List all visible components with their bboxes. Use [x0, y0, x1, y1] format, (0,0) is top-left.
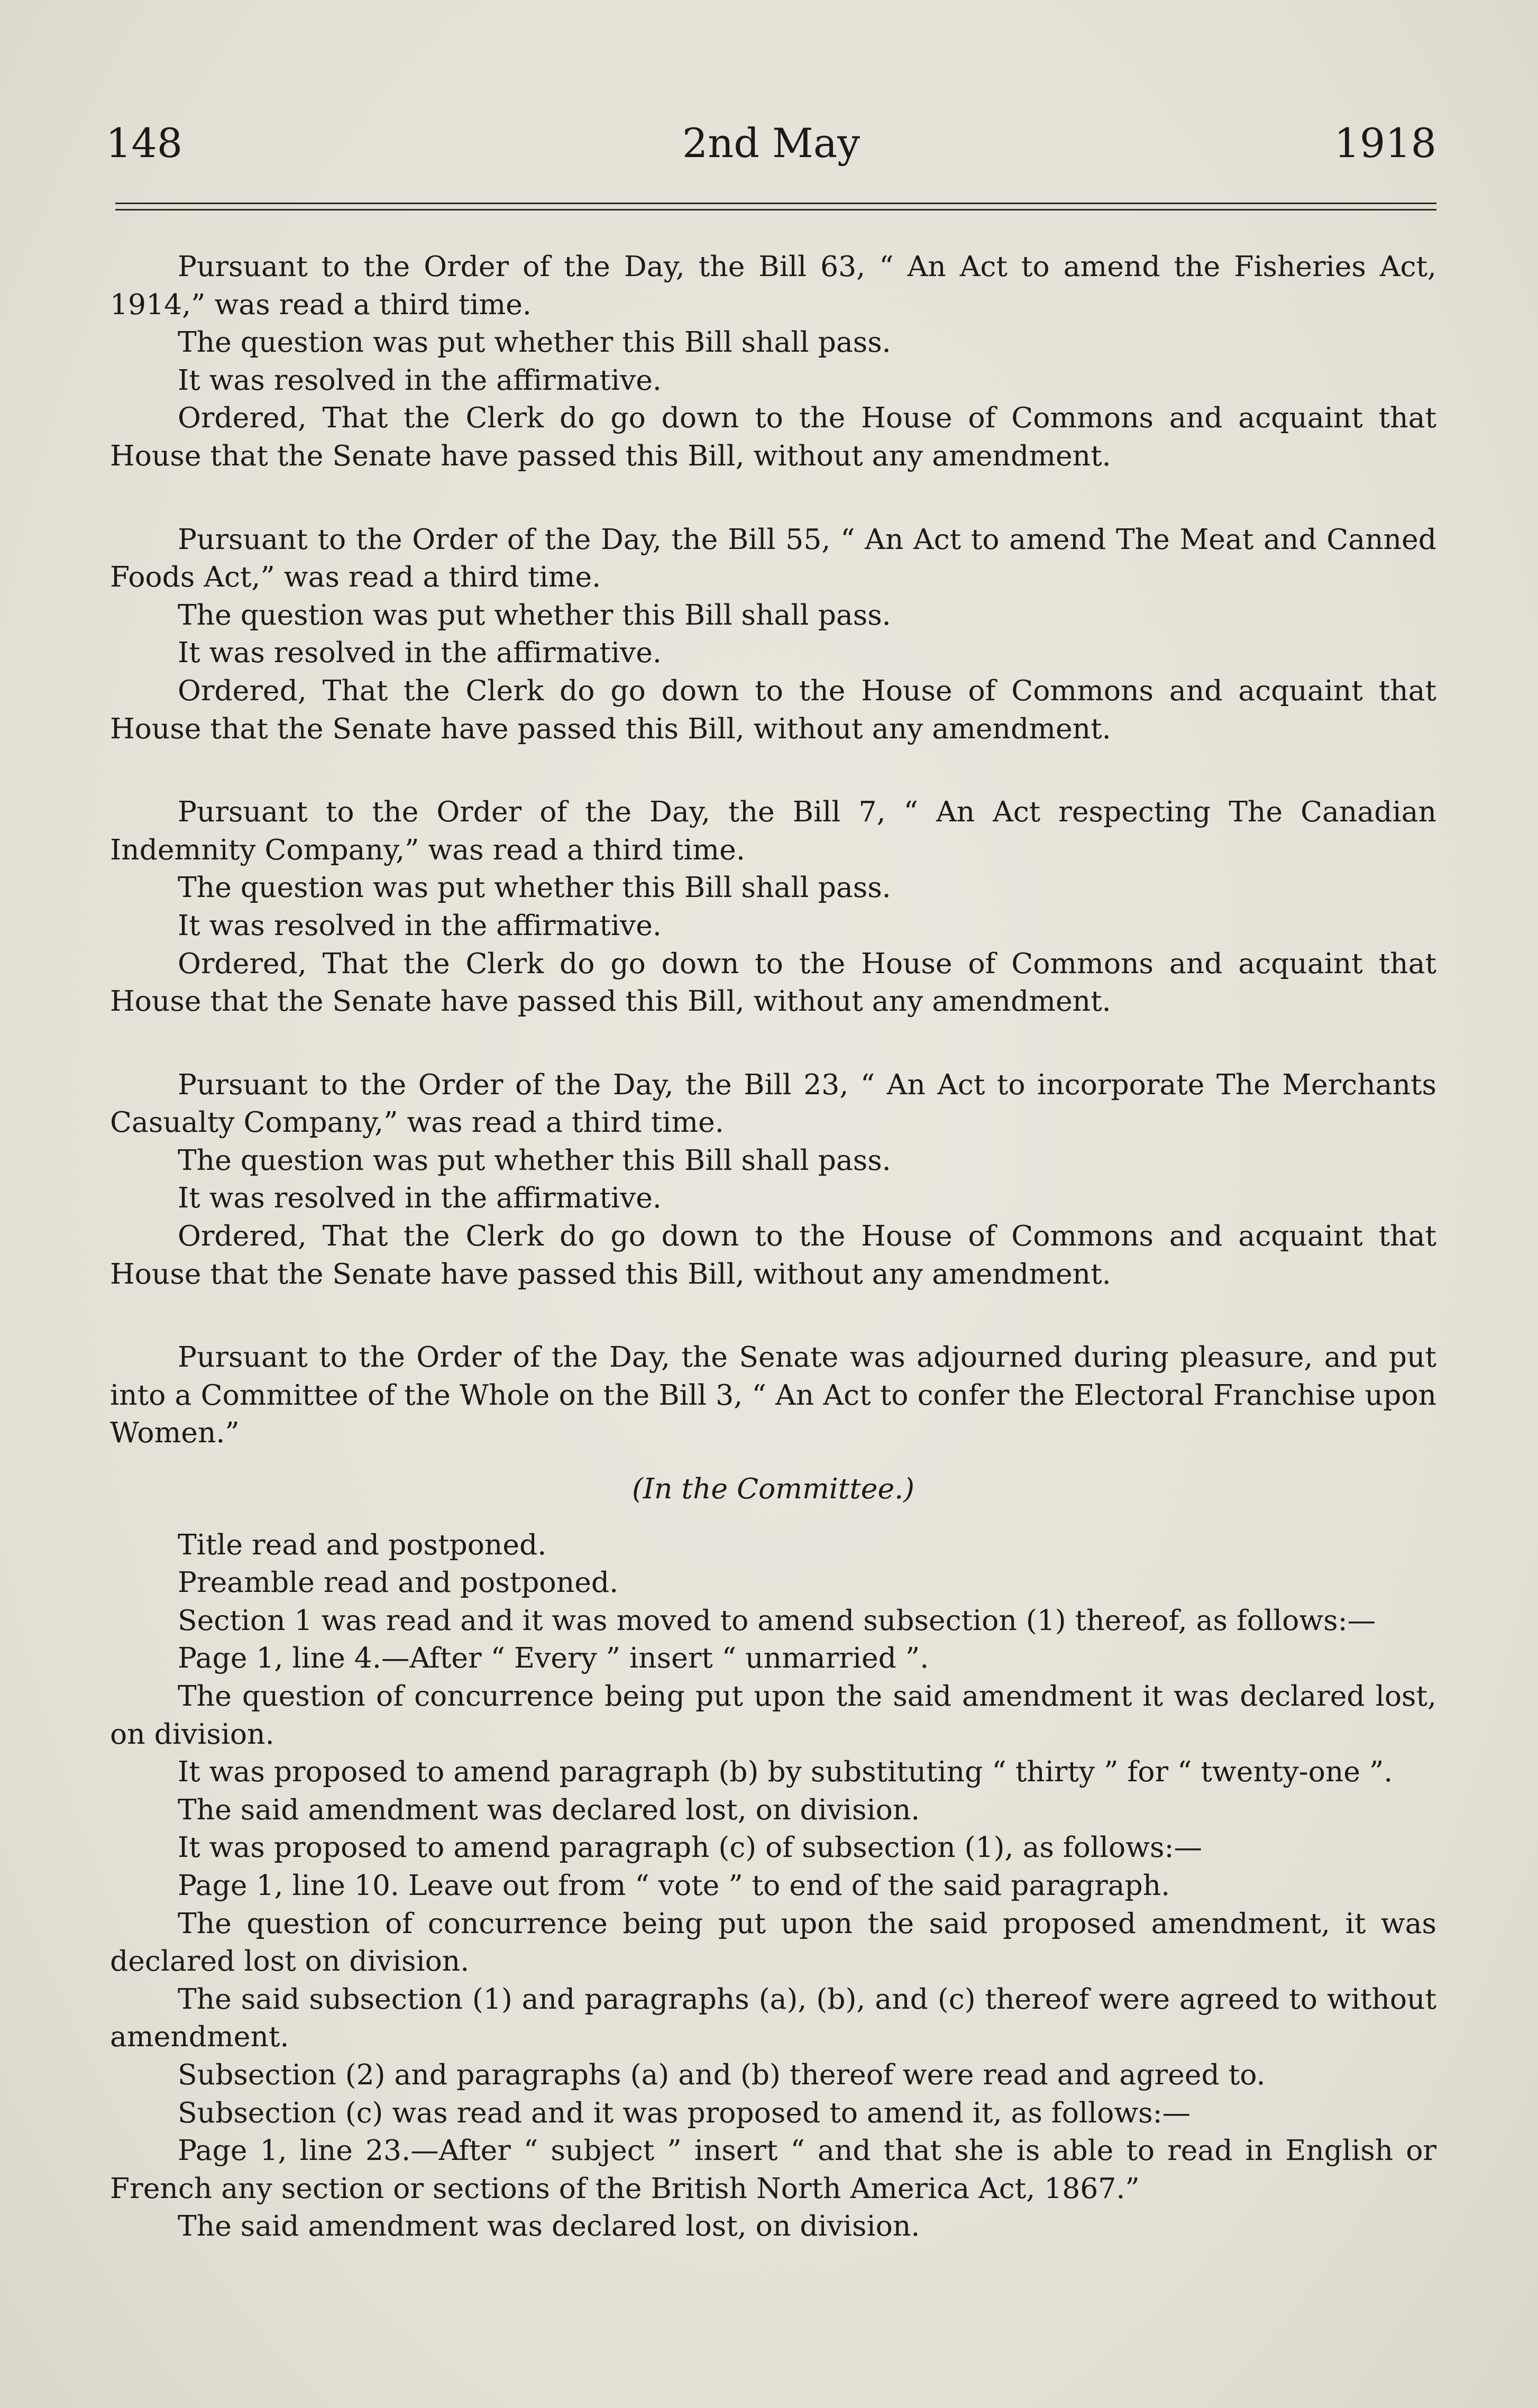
bill-23-entry	[110, 1066, 1436, 1293]
header-rule-bottom	[115, 209, 1436, 210]
paragraph: The question was put whether this Bill shall pass.	[178, 1143, 891, 1177]
page-number: 148	[106, 120, 183, 167]
section-gap	[110, 747, 1436, 793]
paragraph: Title read and postponed.	[178, 1527, 547, 1561]
paragraph: Ordered, That the Clerk do go down to the House of Commons and acquaint that House that the Senate have passed this Bill, without any amendment.	[110, 673, 1436, 745]
paragraph: The question was put whether this Bill shall pass.	[178, 325, 891, 359]
section-gap	[110, 475, 1436, 520]
paragraph: The said subsection (1) and paragraphs (a), (b), and (c) thereof were agreed to without amendment.	[110, 1982, 1436, 2054]
paragraph: The question of concurrence being put upon the said proposed amendment, it was declared lost on division.	[110, 1906, 1436, 1978]
paragraph: Pursuant to the Order of the Day, the Bill 23, “ An Act to incorporate The Merchants Casualty Company,” was read a third time.	[110, 1067, 1436, 1139]
section-gap	[110, 1508, 1436, 1526]
bill-3-entry	[110, 1338, 1436, 1452]
paragraph: Pursuant to the Order of the Day, the Senate was adjourned during pleasure, and put into a Committee of the Whole on the Bill 3, “ An Act to confer the Electoral Franchise upon Women.”	[110, 1340, 1436, 1450]
header-rule-top	[115, 203, 1436, 204]
paragraph: Page 1, line 4.—After “ Every ” insert “ unmarried ”.	[178, 1641, 929, 1675]
paragraph: It was resolved in the affirmative.	[178, 363, 662, 397]
paragraph: Ordered, That the Clerk do go down to the House of Commons and acquaint that House that the Senate have passed this Bill, without any amendment.	[110, 401, 1436, 472]
committee-proceedings	[110, 1526, 1436, 2245]
header-year: 1918	[1334, 120, 1436, 167]
paragraph: Pursuant to the Order of the Day, the Bill 63, “ An Act to amend the Fisheries Act, 1914,” was read a third time.	[110, 250, 1436, 321]
section-gap	[110, 1452, 1436, 1470]
paragraph: The question of concurrence being put upon the said amendment it was declared lost, on division.	[110, 1679, 1436, 1751]
section-gap	[110, 1020, 1436, 1066]
paragraph: Ordered, That the Clerk do go down to the House of Commons and acquaint that House that the Senate have passed this Bill, without any amendment.	[110, 946, 1436, 1018]
paragraph: It was proposed to amend paragraph (c) of subsection (1), as follows:—	[178, 1830, 1203, 1864]
journal-text	[110, 248, 1436, 2245]
paragraph: Preamble read and postponed.	[178, 1565, 619, 1599]
paragraph: The question was put whether this Bill shall pass.	[178, 871, 891, 904]
paragraph: Ordered, That the Clerk do go down to the House of Commons and acquaint that House that the Senate have passed this Bill, without any amendment.	[110, 1219, 1436, 1290]
paragraph: Pursuant to the Order of the Day, the Bill 7, “ An Act respecting The Canadian Indemnity Company,” was read a third time.	[110, 795, 1436, 866]
paragraph: It was resolved in the affirmative.	[178, 1181, 662, 1215]
paragraph: The said amendment was declared lost, on division.	[178, 1792, 920, 1826]
paragraph: It was resolved in the affirmative.	[178, 636, 662, 670]
paragraph: Page 1, line 10. Leave out from “ vote ” to end of the said paragraph.	[178, 1868, 1170, 1902]
paragraph: The question was put whether this Bill shall pass.	[178, 598, 891, 631]
paragraph: Page 1, line 23.—After “ subject ” insert “ and that she is able to read in English or French any section or sections of the British North America Act, 1867.”	[110, 2134, 1436, 2205]
section-gap	[110, 1293, 1436, 1338]
paragraph: Section 1 was read and it was moved to amend subsection (1) thereof, as follows:—	[178, 1603, 1376, 1637]
committee-heading: (In the Committee.)	[631, 1472, 914, 1506]
header-date: 2nd May	[682, 120, 860, 167]
paragraph: Pursuant to the Order of the Day, the Bill 55, “ An Act to amend The Meat and Canned Foods Act,” was read a third time.	[110, 522, 1436, 594]
bill-55-entry	[110, 520, 1436, 748]
bill-63-entry	[110, 248, 1436, 475]
paragraph: It was resolved in the affirmative.	[178, 908, 662, 942]
paragraph: It was proposed to amend paragraph (b) by substituting “ thirty ” for “ twenty-one ”.	[178, 1755, 1393, 1789]
bill-7-entry	[110, 793, 1436, 1020]
paragraph: Subsection (2) and paragraphs (a) and (b) thereof were read and agreed to.	[178, 2057, 1266, 2091]
running-header	[106, 114, 1436, 172]
paragraph: The said amendment was declared lost, on division.	[178, 2209, 920, 2243]
paragraph: Subsection (c) was read and it was proposed to amend it, as follows:—	[178, 2095, 1191, 2129]
